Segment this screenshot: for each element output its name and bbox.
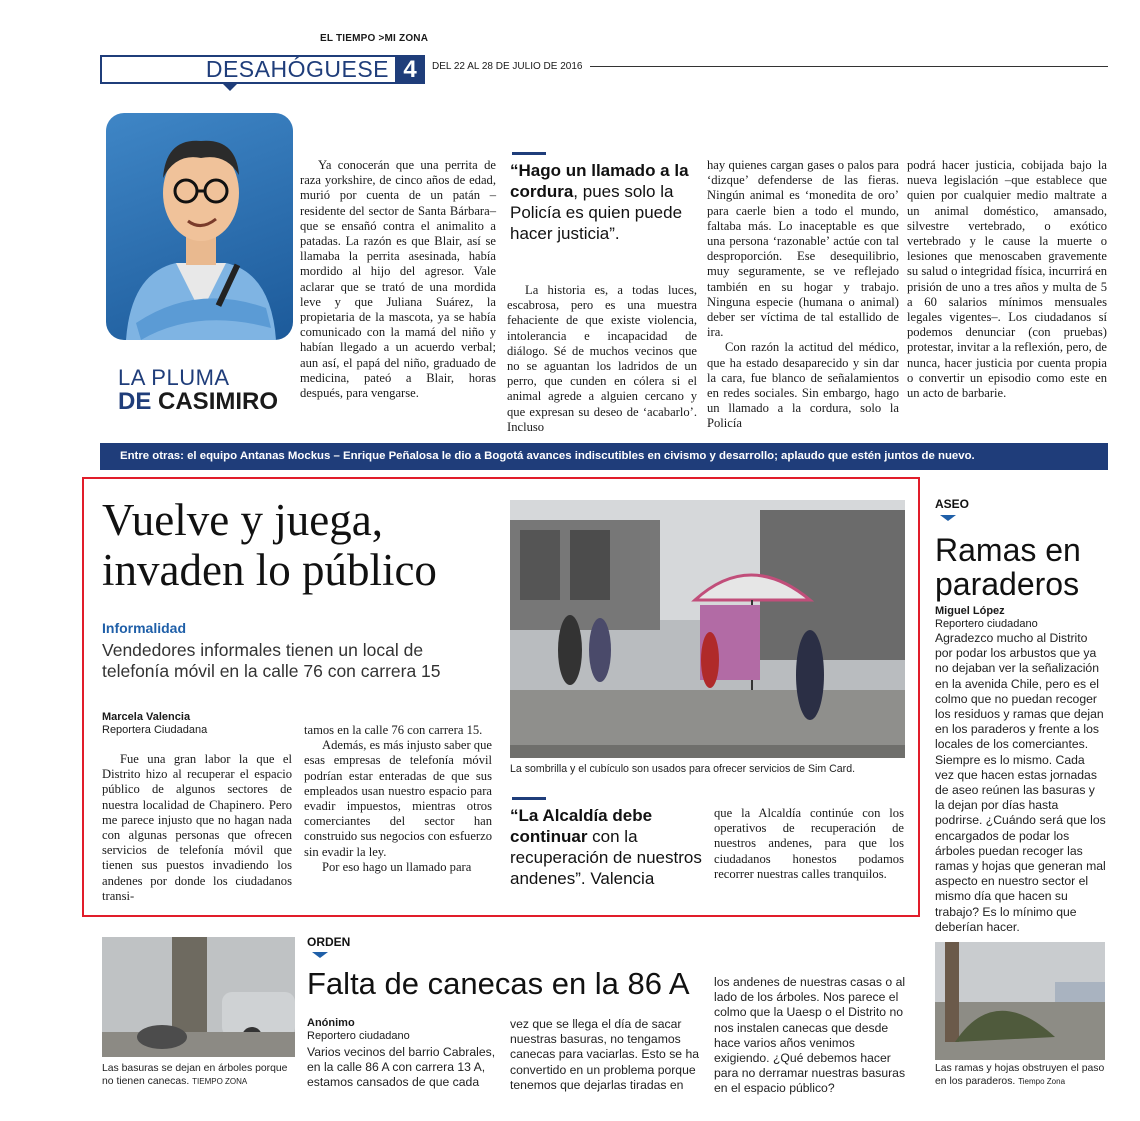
entre-otras-band: Entre otras: el equipo Antanas Mockus – Enrique Peñalosa le dio a Bogotá avances indiscutibles en civismo y desarrollo; aplaudo que estén juntos de nuevo. xyxy=(100,443,1108,470)
main-paragraph: Fue una gran labor la que el Distrito hizo al recuperar el espacio público de algunos sectores de nuestra localidad de Chapinero. Pero me parece injusto que no hagan nada con algunas personas que ofrecen servicios de telefonía móvil que tienen sus puestos invadiendo los andenes por donde los ciudadanos transi- xyxy=(102,752,292,903)
columnist-de: DE xyxy=(118,388,152,415)
column-text-4 xyxy=(907,158,1107,401)
quote-rule xyxy=(512,797,546,800)
main-headline: Vuelve y juega, invaden lo público xyxy=(102,495,437,595)
columnist-caricature xyxy=(106,113,293,340)
quote-rest: con la recuperación de nuestros andenes”. Valencia xyxy=(510,827,702,888)
date-rule xyxy=(590,66,1108,67)
photo-credit: Tiempo Zona xyxy=(1018,1077,1066,1086)
column-paragraph: Con razón la actitud del médico, que ha estado desaparecido y sin dar la cara, fue blanco de señalamientos en redes sociales. Sin embargo, hago un llamado a la cordura, solo la Policía xyxy=(707,340,899,431)
author-role: Reportera Ciudadana xyxy=(102,724,208,736)
columnist-label: LA PLUMA xyxy=(118,365,230,390)
orden-col-2: vez que se llega el día de sacar nuestras basuras, no tengamos canecas para vaciarlas. Esto se ha convertido en un problema porque tenemos que dejarlas tiradas en xyxy=(510,1017,700,1092)
aseo-headline: Ramas en paraderos xyxy=(935,532,1081,602)
issue-date: DEL 22 AL 28 DE JULIO DE 2016 xyxy=(432,61,583,72)
main-col-1 xyxy=(102,752,292,904)
orden-col-1: Varios vecinos del barrio Cabrales, en la calle 86 A con carrera 13 A, estamos cansados de que cada xyxy=(307,1045,496,1090)
columnist-quote xyxy=(510,160,700,244)
column-paragraph: Ya conocerán que una perrita de raza yorkshire, de cinco años de edad, murió por cuenta de un patán –residente del sector de Santa Bárbara– que se ensañó contra el animalito a patadas. La razón es que Blair, así se llamaba la perrita asesinada, había mordido al hijo del agresor. Vale aclarar que se trató de una mordida leve y que Juliana Suárez, la propietaria de la mascota, ya se había comunicado con la mamá del niño y habían llegado a un acuerdo verbal; aun así, el papá del niño, graduado de medicina, pateó a Blair, horas después, para vengarse. xyxy=(300,158,496,401)
section-title: DESAHÓGUESE xyxy=(205,56,389,82)
main-paragraph: Además, es más injusto saber que esas empresas de telefonía móvil podrían estar enteradas de que sus empleados usan nuestro espacio para evadir impuestos, mientras otros comerciantes del sector han construido sus negocios con esfuerzo sin evadir la ley. xyxy=(304,738,492,859)
author-name: Marcela Valencia xyxy=(102,711,191,723)
main-paragraph: Por eso hago un llamado para xyxy=(322,859,472,874)
quote-rule xyxy=(512,152,546,155)
street-photo xyxy=(510,500,905,758)
column-text-2 xyxy=(507,283,697,435)
author-name: Miguel López xyxy=(935,605,1005,617)
aseo-byline xyxy=(935,605,1038,631)
main-paragraph: que la Alcaldía continúe con los operativos de recuperación de nuestros andenes, para que los ciudadanos honestos podamos recorrer nuestras calles tranquilos. xyxy=(714,806,904,881)
photo-credit: TIEMPO ZONA xyxy=(192,1077,248,1086)
author-role: Reportero ciudadano xyxy=(307,1030,410,1042)
columnist-name xyxy=(118,388,278,416)
column-text-1 xyxy=(300,158,496,401)
aseo-body: Agradezco mucho al Distrito por podar los arbustos que ya no dejaban ver la señalización en la avenida Chile, pero es el colmo que no puedan recoger los residuos y ramas que dejan en los paraderos y frente a los locales de los comerciantes. Siempre es lo mismo. Cada vez que hacen estas jornadas de aseo reúnen las basuras y la dejan por días hasta podrirse. ¿Cuándo será que los encargados de podar los árboles puedan recoger las ramas y hojas que generan mal aspecto en nuestro sector el mismo día que hacen su trabajo? Es lo mínimo que deberían hacer. xyxy=(935,631,1106,934)
orden-byline xyxy=(307,1017,410,1043)
main-quote xyxy=(510,805,705,889)
aseo-caption xyxy=(935,1062,1107,1088)
caption-text: Las ramas y hojas obstruyen el paso en los paraderos. xyxy=(935,1063,1105,1087)
trash-tree-photo xyxy=(102,937,295,1057)
orden-kicker: ORDEN xyxy=(307,935,351,949)
section-header xyxy=(100,55,425,84)
main-photo-caption: La sombrilla y el cubículo son usados para ofrecer servicios de Sim Card. xyxy=(510,763,856,775)
aseo-kicker: ASEO xyxy=(935,497,970,511)
author-role: Reportero ciudadano xyxy=(935,618,1038,630)
quote-bold: “Hago un llamado a la cordura xyxy=(510,161,689,201)
column-paragraph: hay quienes cargan gases o palos para ‘dizque’ defenderse de las fieras. Ningún animal es ‘monedita de oro’ para caerle bien a todo el mundo, faltaba más. Lo inaceptable es que una persona ‘razonable’ actúe con tal desproporción. Ese desequilibrio, muy seguramente, se ve reflejado también en su hogar y trabajo. Ninguna especie (humana o animal) deber ser víctima de tal estallido de ira. xyxy=(707,158,899,340)
quote-bold: “La Alcaldía debe continuar xyxy=(510,806,653,846)
kicker-arrow xyxy=(940,515,956,521)
main-col-3 xyxy=(714,806,904,882)
main-byline xyxy=(102,711,207,737)
main-kicker: Informalidad xyxy=(102,620,187,636)
page-number: 4 xyxy=(395,55,425,84)
column-text-3 xyxy=(707,158,899,432)
kicker-arrow xyxy=(312,952,328,958)
masthead: EL TIEMPO >MI ZONA xyxy=(320,33,429,44)
section-arrow xyxy=(222,83,238,91)
main-deck: Vendedores informales tienen un local de telefonía móvil en la calle 76 con carrera 15 xyxy=(102,640,441,681)
branches-photo xyxy=(935,942,1105,1060)
orden-caption xyxy=(102,1062,297,1088)
main-col-2 xyxy=(304,723,492,875)
column-paragraph: podrá hacer justicia, cobijada bajo la nueva legislación –que establece que quien por cualquier medio maltrate a un animal doméstico, amansado, silvestre vertebrado, o exótico vertebrado y le cause la muerte o lesiones que menoscaben gravemente su salud o integridad física, incurrirá en prisión de uno a tres años y multa de 5 a 60 salarios mínimos mensuales legales vigentes–. Los ciudadanos sí podemos denunciar (con pruebas) protestar, invitar a la reflexión, pero, de nunca, hacer justicia por cuenta propia o convertir un episodio como este en un acto de barbarie. xyxy=(907,158,1107,401)
quote-rest: , pues solo la Policía es quien puede hacer justicia”. xyxy=(510,182,683,243)
date-line xyxy=(432,61,1108,72)
column-paragraph: La historia es, a todas luces, escabrosa, pero es una muestra fehaciente de que existe violencia, intolerancia e incapacidad de diálogo. Sé de muchos vecinos que no se aguantan los ladridos de un perro, que cunden en cólera si el animal agrede a alguien cercano y que expresan su deseo de ‘acabarlo’. Incluso xyxy=(507,283,697,434)
orden-headline: Falta de canecas en la 86 A xyxy=(307,966,690,1001)
columnist-surname: CASIMIRO xyxy=(158,388,279,415)
author-name: Anónimo xyxy=(307,1017,355,1029)
main-paragraph: tamos en la calle 76 con carrera 15. xyxy=(304,723,483,737)
orden-col-3: los andenes de nuestras casas o al lado de los árboles. Nos parece el colmo que la Uaesp o el Distrito no nos instalen canecas que desde hace varios años venimos exigiendo. ¿Qué debemos hacer para no derramar nuestras basuras en el espacio público? xyxy=(714,975,906,1096)
caption-text: Las basuras se dejan en árboles porque no tienen canecas. xyxy=(102,1063,288,1087)
